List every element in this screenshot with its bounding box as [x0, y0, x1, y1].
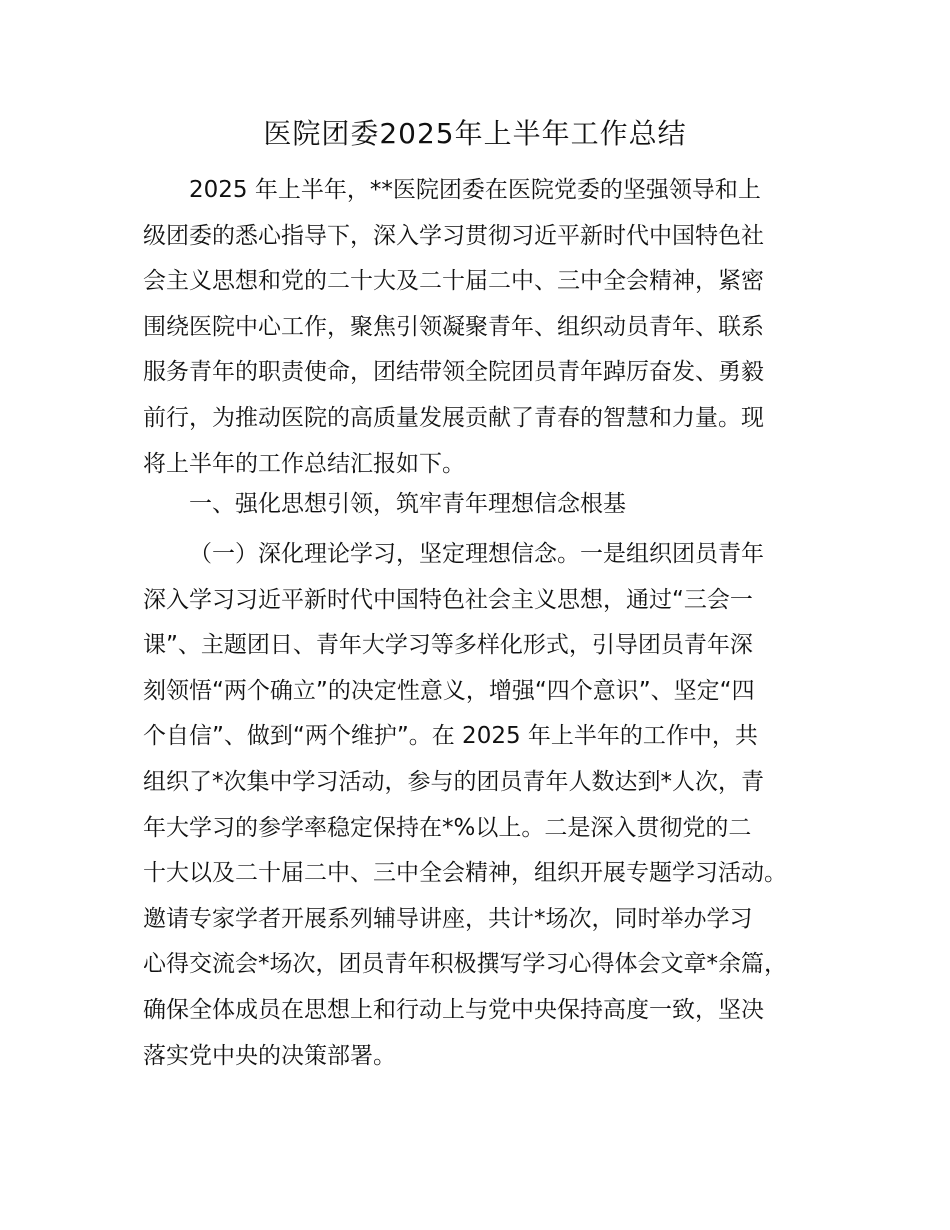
- subsection-line: 邀请专家学者开展系列辅导讲座，共计*场次，同时举办学习: [143, 905, 753, 932]
- intro-line: 服务青年的职责使命，团结带领全院团员青年踔厉奋发、勇毅: [143, 359, 764, 386]
- subsection-line: 心得交流会*场次，团员青年积极撰写学习心得体会文章*余篇，: [143, 951, 787, 978]
- subsection-line: 组织了*次集中学习活动，参与的团员青年人数达到*人次，青: [143, 768, 764, 795]
- subsection-line: 落实党中央的决策部署。: [143, 1042, 396, 1069]
- intro-line: 将上半年的工作总结汇报如下。: [143, 450, 465, 477]
- document-title: 医院团委2025年上半年工作总结: [263, 117, 687, 150]
- subsection-line: 十大以及二十届二中、三中全会精神，组织开展专题学习活动。: [143, 860, 787, 887]
- subsection-line: 课”、主题团日、青年大学习等多样化形式，引导团员青年深: [143, 632, 753, 659]
- intro-paragraph: [143, 168, 764, 487]
- section-heading-block: [143, 482, 626, 528]
- section-heading: 一、强化思想引领，筑牢青年理想信念根基: [189, 491, 626, 517]
- subsection-line: （一）深化理论学习，坚定理想信念。一是组织团员青年: [189, 541, 764, 567]
- subsection-line: 个自信”、做到“两个维护”。在 2025 年上半年的工作中，共: [143, 723, 758, 750]
- intro-line: 会主义思想和党的二十大及二十届二中、三中全会精神，紧密: [143, 268, 764, 295]
- intro-line: 围绕医院中心工作，聚焦引领凝聚青年、组织动员青年、联系: [143, 313, 764, 340]
- subsection-line: 刻领悟“两个确立”的决定性意义，增强“四个意识”、坚定“四: [143, 677, 755, 704]
- intro-line: 前行，为推动医院的高质量发展贡献了青春的智慧和力量。现: [143, 404, 764, 431]
- subsection-paragraph: [143, 532, 787, 1079]
- subsection-line: 确保全体成员在思想上和行动上与党中央保持高度一致，坚决: [143, 996, 764, 1023]
- intro-line: 2025 年上半年，**医院团委在医院党委的坚强领导和上: [189, 177, 761, 203]
- subsection-line: 年大学习的参学率稳定保持在*%以上。二是深入贯彻党的二: [143, 814, 752, 841]
- intro-line: 级团委的悉心指导下，深入学习贯彻习近平新时代中国特色社: [143, 222, 764, 249]
- subsection-line: 深入学习习近平新时代中国特色社会主义思想，通过“三会一: [143, 586, 753, 613]
